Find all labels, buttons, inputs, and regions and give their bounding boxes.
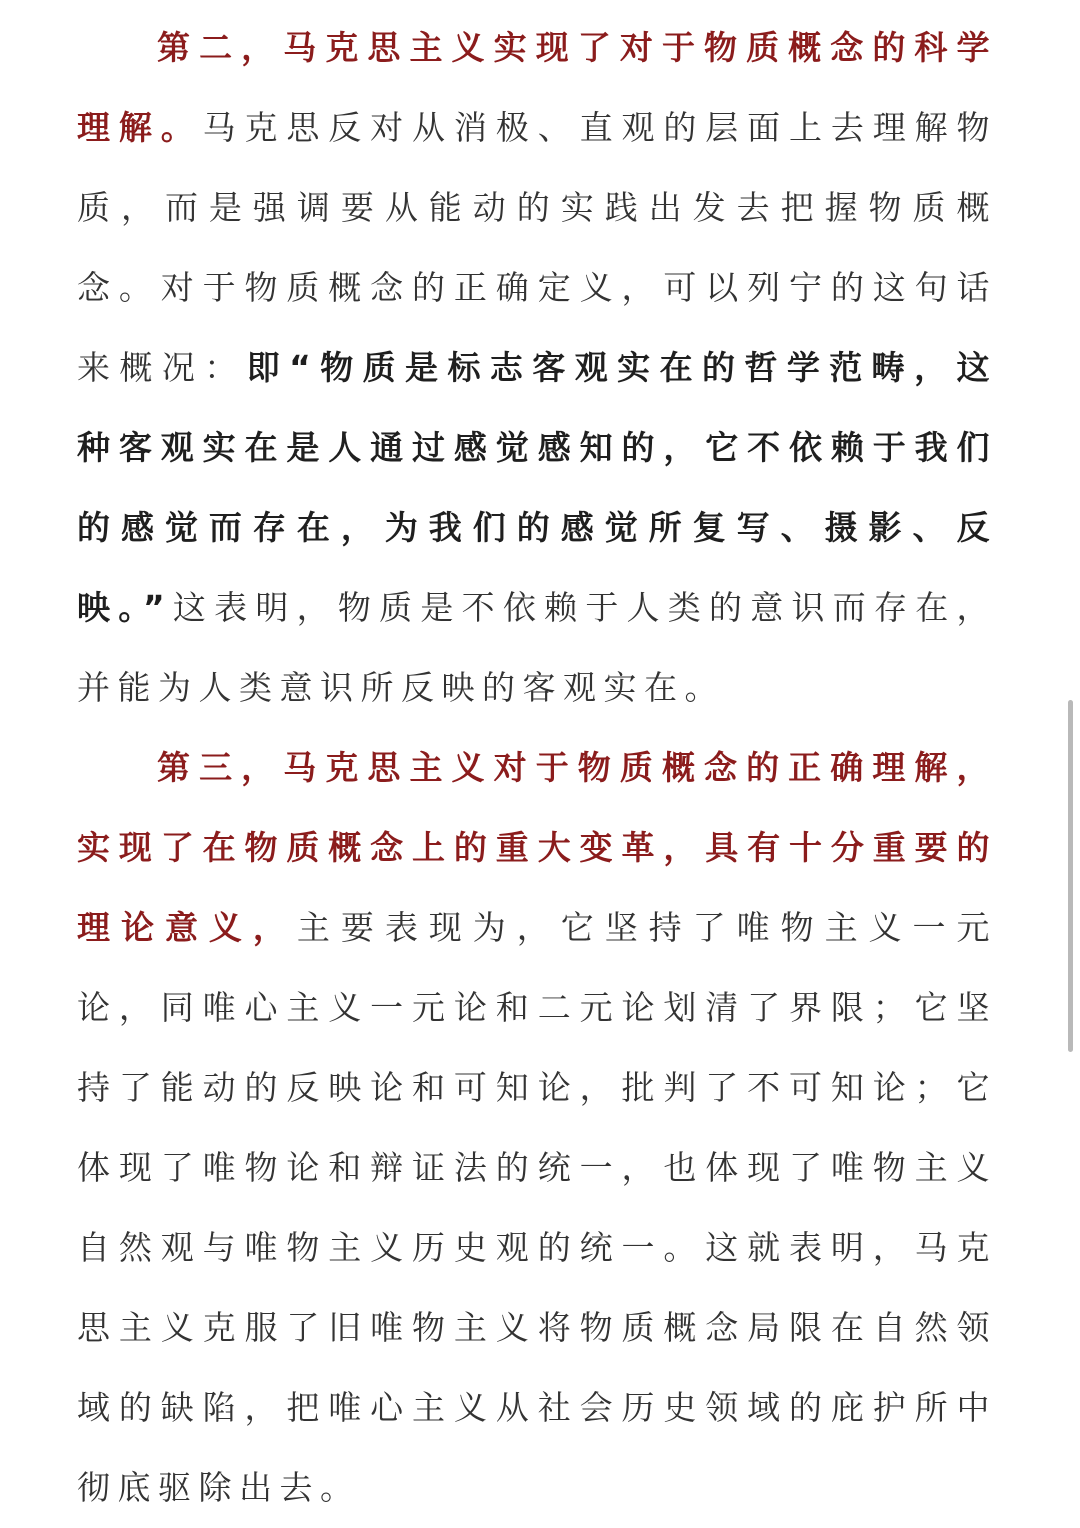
- vertical-scrollbar[interactable]: [1068, 700, 1073, 1052]
- paragraph-text: 主要表现为，它坚持了唯物主义一元论，同唯心主义一元论和二元论划清了界限；它坚持了能动的反映论和可知论，批判了不可知论；它体现了唯物论和辩证法的统一，也体现了唯物主义自然观与唯物主义历史观的统一。这就表明，马克思主义克服了旧唯物主义将物质概念局限在自然领域的缺陷，把唯心主义从社会历史领域的庇护所中彻底驱除出去。: [77, 908, 998, 1507]
- paragraph-text: 马克思反对从消极、直观的层面上去理解物质，而是强调要从能动的实践出发去把握物质概念。对于物质概念的正确定义，可以列宁的这句话来概况：: [77, 108, 998, 387]
- paragraph-text: 这表明，物质是不依赖于人类的意识而存在，并能为人类意识所反映的客观实在。: [77, 588, 997, 707]
- lenin-quote: 即“物质是标志客观实在的哲学范畴，这种客观实在是人通过感觉感知的，它不依赖于我们的感觉而存在，为我们的感觉所复写、摄影、反映。”: [77, 348, 997, 627]
- paragraph-second-point: [77, 8, 997, 728]
- article-body: [77, 8, 997, 1528]
- paragraph-heading: 第二，马克思主义实现了对于物质概念的科学理解。: [77, 28, 997, 147]
- paragraph-heading: 第三，马克思主义对于物质概念的正确理解，实现了在物质概念上的重大变革，具有十分重要的理论意义，: [77, 748, 997, 947]
- paragraph-third-point: [77, 728, 997, 1528]
